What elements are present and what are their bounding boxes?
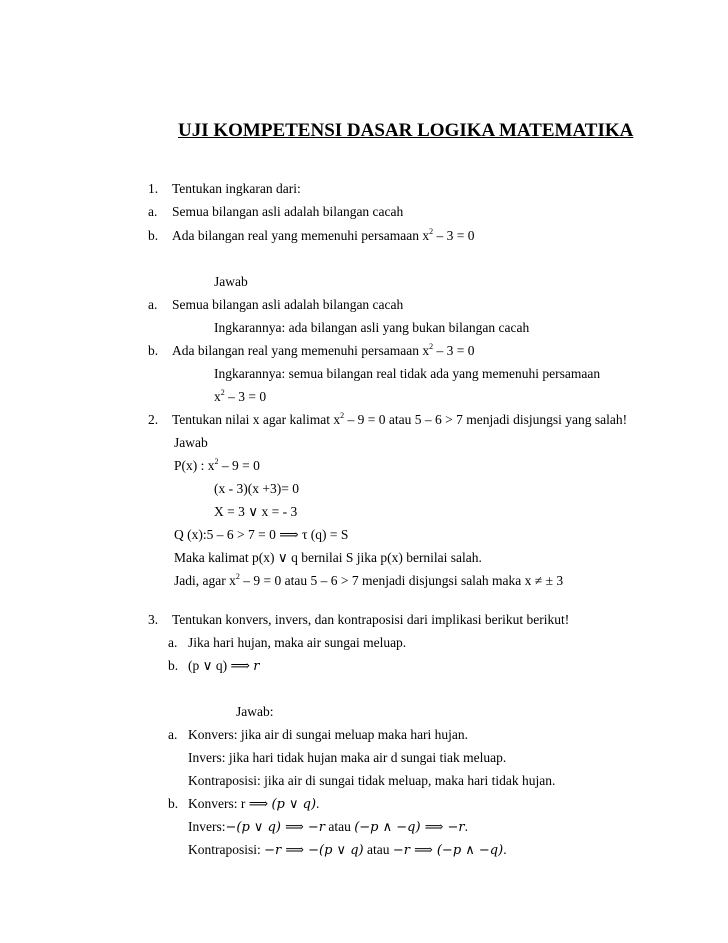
q3-b-text: (p ∨ q) ⟹ r bbox=[188, 658, 260, 674]
q3-b-mark: b. bbox=[168, 658, 179, 673]
q1-a-text: Semua bilangan asli adalah bilangan cacah bbox=[172, 204, 404, 219]
q2-conclusion: Maka kalimat p(x) ∨ q bernilai S jika p(x) bernilai salah. bbox=[174, 550, 482, 565]
q2-step-factor: (x - 3)(x +3)= 0 bbox=[214, 481, 299, 496]
q3-number: 3. bbox=[148, 612, 159, 627]
q1-number: 1. bbox=[148, 181, 159, 196]
q3-ans-b-invers: Invers:−(p ∨ q) ⟹ −r atau (−p ∧ −q) ⟹ −r. bbox=[188, 819, 468, 835]
q1-ans-a-negation: Ingkarannya: ada bilangan asli yang bukan bilangan cacah bbox=[214, 320, 530, 335]
q2-final: Jadi, agar $x^2 - 9 = 0$ atau 5 – 6 > 7 menjadi disjungsi salah maka x ≠ ± 3 bbox=[174, 572, 564, 588]
q3-ans-b-kontraposisi: Kontraposisi: −r ⟹ −(p ∨ q) atau −r ⟹ (−p ∧ −q). bbox=[188, 842, 507, 858]
q3-jawab: Jawab: bbox=[236, 704, 274, 719]
q1-ans-b-negation: Ingkarannya: semua bilangan real tidak ada yang memenuhi persamaan bbox=[214, 366, 601, 381]
q3-ans-a-mark: a. bbox=[168, 727, 178, 742]
q2-number: 2. bbox=[148, 412, 159, 427]
document-title: UJI KOMPETENSI DASAR LOGIKA MATEMATIKA bbox=[178, 120, 634, 141]
q3-ans-b-mark: b. bbox=[168, 796, 179, 811]
q3-a-text: Jika hari hujan, maka air sungai meluap. bbox=[188, 635, 407, 650]
q3-ans-a-kontraposisi: Kontraposisi: jika air di sungai tidak meluap, maka hari tidak hujan. bbox=[188, 773, 556, 788]
q1-a-mark: a. bbox=[148, 204, 158, 219]
q3-prompt: Tentukan konvers, invers, dan kontraposisi dari implikasi berikut berikut! bbox=[172, 612, 570, 627]
q3-a-mark: a. bbox=[168, 635, 178, 650]
q2-step-solution: X = 3 ∨ x = - 3 bbox=[214, 504, 298, 519]
q1-prompt: Tentukan ingkaran dari: bbox=[172, 181, 301, 196]
q1-ans-b-equation: $x^2 - 3 = 0$ bbox=[214, 388, 267, 404]
q2-px: P(x) : $x^2 - 9 = 0$ bbox=[174, 457, 260, 473]
q1-ans-a-mark: a. bbox=[148, 297, 158, 312]
q1-ans-b-mark: b. bbox=[148, 343, 159, 358]
q1-ans-a-text: Semua bilangan asli adalah bilangan cacah bbox=[172, 297, 404, 312]
q2-prompt: Tentukan nilai x agar kalimat $x^2 - 9 = 0$ atau 5 – 6 > 7 menjadi disjungsi yang salah! bbox=[172, 411, 628, 427]
q1-jawab: Jawab bbox=[214, 274, 248, 289]
q3-ans-a-konvers: Konvers: jika air di sungai meluap maka hari hujan. bbox=[188, 727, 469, 742]
q3-ans-b-konvers: Konvers: r ⟹ (p ∨ q). bbox=[188, 796, 320, 812]
q2-qx: Q (x):5 – 6 > 7 = 0 ⟹ τ (q) = S bbox=[174, 527, 349, 542]
q1-b-mark: b. bbox=[148, 228, 159, 243]
q3-ans-a-invers: Invers: jika hari tidak hujan maka air d sungai tiak meluap. bbox=[188, 750, 507, 765]
q1-ans-b-text: Ada bilangan real yang memenuhi persamaan $x^2 - 3 = 0$ bbox=[172, 342, 475, 358]
q1-b-text: Ada bilangan real yang memenuhi persamaan $x^2 - 3 = 0$ bbox=[172, 227, 475, 243]
q2-jawab: Jawab bbox=[174, 435, 208, 450]
